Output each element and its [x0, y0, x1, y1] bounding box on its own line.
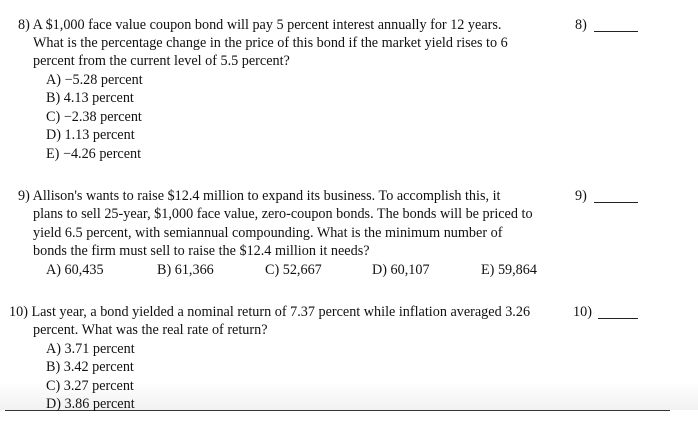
question-10-option-a: A) 3.71 percent [46, 341, 135, 357]
question-9-stem-line-4: bonds the firm must sell to raise the $12.4 million it needs? [33, 243, 370, 259]
question-9-option-b: B) 61,366 [157, 262, 214, 278]
question-9-stem-line-1: 9) Allison's wants to raise $12.4 million to expand its business. To accomplish this, it [18, 188, 501, 204]
question-10-answer-label: 10) [573, 304, 592, 320]
question-8-stem-line-3: percent from the current level of 5.5 percent? [33, 53, 290, 69]
question-9-answer-blank[interactable] [594, 202, 638, 203]
question-8-option-b: B) 4.13 percent [46, 90, 134, 106]
question-9-option-d: D) 60,107 [372, 262, 430, 278]
question-8-stem-line-2: What is the percentage change in the price of this bond if the market yield rises to 6 [33, 35, 508, 51]
question-8-option-c: C) −2.38 percent [46, 109, 142, 125]
question-9-option-a: A) 60,435 [46, 262, 104, 278]
question-9-option-c: C) 52,667 [265, 262, 322, 278]
question-8-answer-blank[interactable] [594, 31, 638, 32]
question-9-answer-label: 9) [575, 188, 587, 204]
question-8-stem-line-1: 8) A $1,000 face value coupon bond will pay 5 percent interest annually for 12 years. [18, 17, 502, 33]
question-9-stem-line-2: plans to sell 25-year, $1,000 face value, zero-coupon bonds. The bonds will be priced to [33, 206, 533, 222]
question-8-option-e: E) −4.26 percent [46, 146, 142, 162]
question-10-option-c: C) 3.27 percent [46, 378, 134, 394]
question-9-stem-line-3: yield 6.5 percent, with semiannual compounding. What is the minimum number of [33, 225, 503, 241]
question-8-option-d: D) 1.13 percent [46, 127, 135, 143]
question-10-stem-line-2: percent. What was the real rate of return? [33, 322, 268, 338]
question-10-option-b: B) 3.42 percent [46, 359, 134, 375]
question-8-option-a: A) −5.28 percent [46, 72, 143, 88]
question-9-option-e: E) 59,864 [481, 262, 537, 278]
question-10-answer-blank[interactable] [598, 318, 638, 319]
question-8-answer-label: 8) [575, 17, 587, 33]
question-10-option-d: D) 3.86 percent [46, 396, 135, 412]
question-10-stem-line-1: 10) Last year, a bond yielded a nominal return of 7.37 percent while inflation averaged 3.26 [9, 304, 531, 320]
